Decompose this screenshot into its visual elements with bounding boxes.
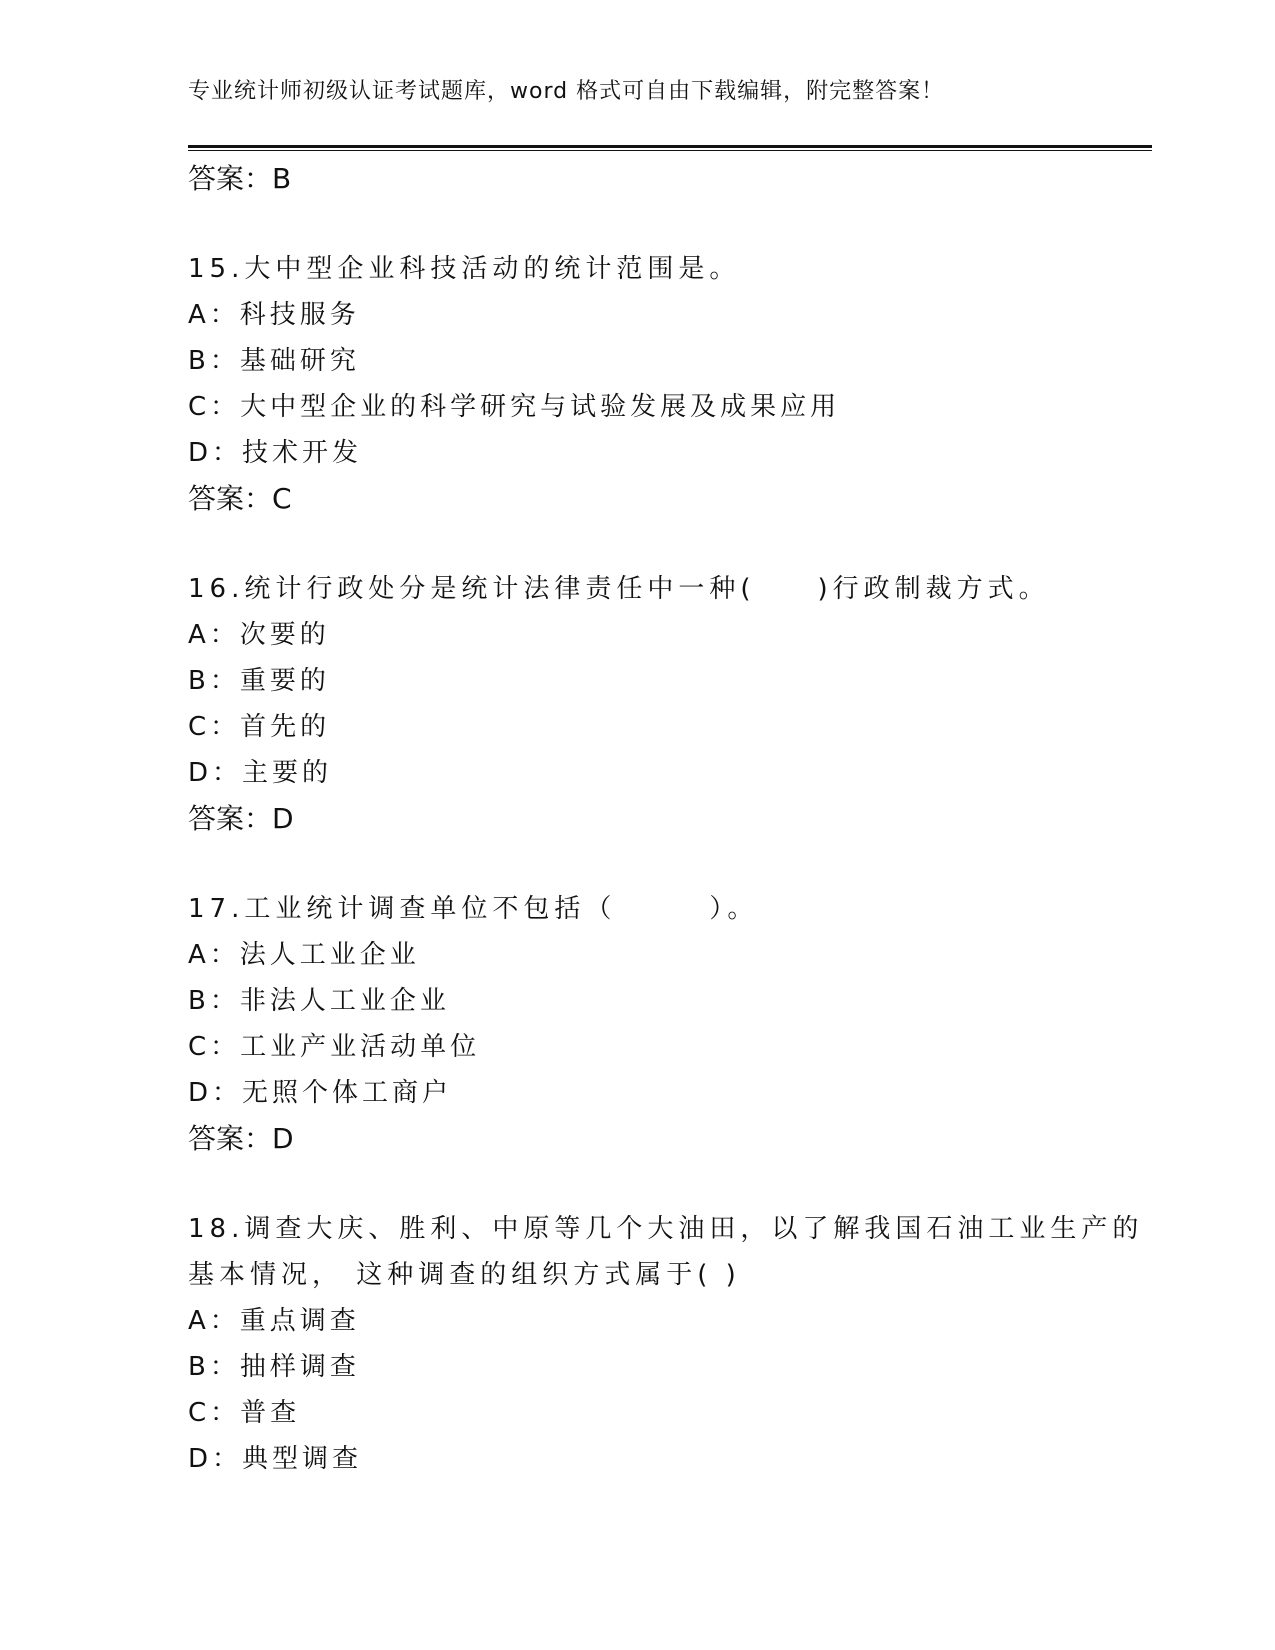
answer: 答案：D — [188, 1122, 294, 1155]
question-text: 18.调查大庆、胜利、中原等几个大油田，以了解我国石油工业生产的 — [188, 1214, 1144, 1244]
option-c: C：首先的 — [188, 712, 331, 742]
spacer — [188, 522, 1088, 566]
option-a: A：法人工业企业 — [188, 940, 420, 970]
question-text-continued: 基本情况， 这种调查的组织方式属于( ) — [188, 1260, 741, 1290]
option-d: D：主要的 — [188, 758, 333, 788]
header-title: 专业统计师初级认证考试题库，word 格式可自由下载编辑，附完整答案！ — [188, 79, 945, 104]
spacer — [188, 842, 1088, 886]
header-rule-thin — [188, 150, 1152, 151]
option-a: A：科技服务 — [188, 300, 360, 330]
header-rule-thick — [188, 145, 1152, 148]
question-18 — [188, 1206, 1144, 1482]
option-b: B：抽样调查 — [188, 1352, 360, 1382]
option-b: B：重要的 — [188, 666, 330, 696]
question-text: 17.工业统计调查单位不包括（ ）。 — [188, 894, 759, 924]
option-d: D：典型调查 — [188, 1444, 363, 1474]
question-16 — [188, 566, 1088, 842]
question-text: 16.统计行政处分是统计法律责任中一种( )行政制裁方式。 — [188, 574, 1050, 604]
option-a: A：重点调查 — [188, 1306, 360, 1336]
previous-answer: 答案：B — [188, 162, 292, 195]
option-b: B：基础研究 — [188, 346, 360, 376]
option-c: C：大中型企业的科学研究与试验发展及成果应用 — [188, 392, 841, 422]
answer: 答案：D — [188, 802, 294, 835]
question-15 — [188, 246, 1088, 522]
option-c: C：工业产业活动单位 — [188, 1032, 481, 1062]
option-d: D：技术开发 — [188, 438, 363, 468]
option-b: B：非法人工业企业 — [188, 986, 450, 1016]
question-17 — [188, 886, 1088, 1162]
option-a: A：次要的 — [188, 620, 330, 650]
question-text: 15.大中型企业科技活动的统计范围是。 — [188, 254, 741, 284]
spacer — [188, 202, 1088, 246]
spacer — [188, 1162, 1088, 1206]
option-c: C：普查 — [188, 1398, 301, 1428]
answer: 答案：C — [188, 482, 292, 515]
option-d: D：无照个体工商户 — [188, 1078, 453, 1108]
question-list — [188, 156, 1144, 1482]
